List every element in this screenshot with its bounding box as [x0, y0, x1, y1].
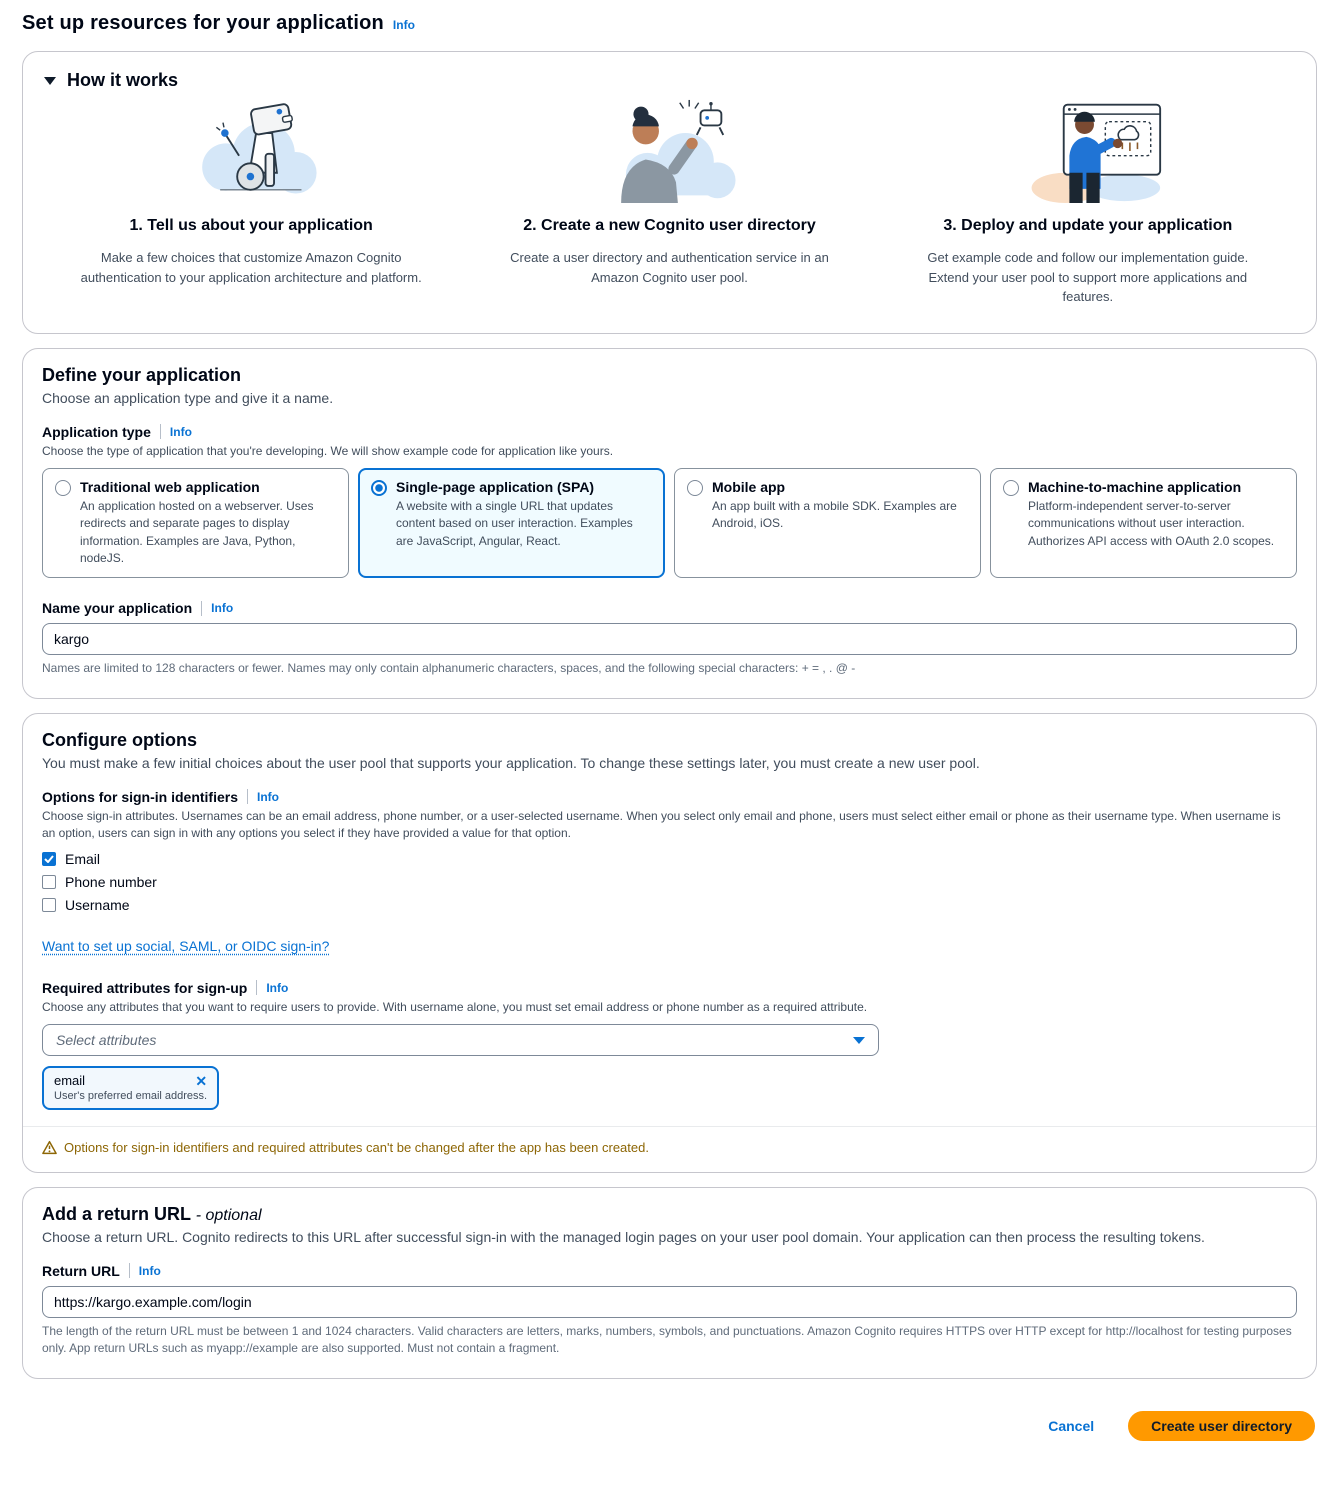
application-name-constraint: Names are limited to 128 characters or fewer. Names may only contain alphanumeric characters, spaces, and the following special characters: + = , . @ -	[42, 661, 856, 676]
token-email	[42, 1066, 219, 1110]
tile-traditional-web-application[interactable]	[42, 468, 349, 579]
warning-text: Options for sign-in identifiers and required attributes can't be changed after the app has been created.	[64, 1140, 649, 1156]
define-application-card	[22, 348, 1317, 699]
checkbox-label: Username	[65, 896, 130, 913]
checkbox-checked-icon[interactable]	[42, 852, 56, 866]
how-it-works-toggle[interactable]	[42, 68, 1297, 93]
radio-unchecked-icon[interactable]	[1003, 480, 1019, 496]
federated-sign-in-link[interactable]: Want to set up social, SAML, or OIDC sign-in?	[42, 937, 330, 954]
robot-dog-illustration	[171, 99, 332, 203]
step-3-description: Get example code and follow our implementation guide. Extend your user pool to support more applications and features.	[927, 250, 1249, 304]
radio-checked-icon[interactable]	[371, 480, 387, 496]
name-application-info-link[interactable]: Info	[211, 601, 234, 616]
radio-unchecked-icon[interactable]	[55, 480, 71, 496]
token-dismiss-icon[interactable]: ✕	[195, 1072, 208, 1089]
checkbox-label: Phone number	[65, 873, 157, 890]
footer-actions	[22, 1393, 1317, 1467]
step-1-description: Make a few choices that customize Amazon Cognito authentication to your application architecture and platform.	[80, 250, 422, 285]
select-placeholder: Select attributes	[56, 1032, 157, 1049]
step-1	[42, 99, 460, 307]
warning-message	[42, 1140, 1297, 1157]
application-type-info-link[interactable]: Info	[169, 424, 192, 439]
step-2-title: 2. Create a new Cognito user directory	[523, 217, 816, 234]
tile-mobile-app[interactable]	[674, 468, 981, 579]
label-divider	[201, 601, 202, 616]
return-url-title: Add a return URL - optional	[42, 1203, 262, 1224]
step-3-title: 3. Deploy and update your application	[943, 217, 1233, 234]
tile-title: Mobile app	[712, 478, 786, 495]
configure-options-card	[22, 713, 1317, 1173]
tile-description: An app built with a mobile SDK. Examples are Android, iOS.	[712, 498, 957, 531]
application-type-label: Application type	[42, 423, 151, 440]
sign-in-identifiers-description: Choose sign-in attributes. Usernames can be an email address, phone number, or a user-selected username. When you select only email and phone, users must select either email or phone as their username type. When username is an option, users can sign in with any options you select if they have provided a value for that option.	[42, 808, 1281, 841]
attributes-select[interactable]	[42, 1024, 879, 1056]
return-url-card	[22, 1187, 1317, 1379]
how-it-works-card	[22, 51, 1317, 334]
warning-icon	[42, 1140, 57, 1155]
how-it-works-steps	[42, 99, 1297, 307]
tile-description: An application hosted on a webserver. Uses redirects and separate pages to display information. Examples are Java, Python, nodeJS.	[80, 498, 314, 566]
page-header	[22, 12, 1317, 35]
tile-title: Machine-to-machine application	[1028, 478, 1242, 495]
required-attributes-label: Required attributes for sign-up	[42, 979, 248, 996]
label-divider	[256, 980, 257, 995]
application-name-input[interactable]	[42, 623, 1297, 655]
step-1-title: 1. Tell us about your application	[129, 217, 373, 234]
create-user-directory-button[interactable]: Create user directory	[1128, 1411, 1315, 1441]
name-application-label: Name your application	[42, 600, 193, 617]
caret-down-icon	[44, 77, 56, 85]
application-type-options	[42, 468, 1297, 579]
step-3	[879, 99, 1297, 307]
person-waving-illustration	[589, 99, 750, 203]
define-application-description: Choose an application type and give it a name.	[42, 389, 334, 406]
return-url-input[interactable]	[42, 1286, 1297, 1318]
required-attributes-info-link[interactable]: Info	[266, 980, 289, 995]
application-type-description: Choose the type of application that you're developing. We will show example code for application like yours.	[42, 443, 614, 458]
return-url-label: Return URL	[42, 1262, 120, 1279]
sign-in-identifiers-info-link[interactable]: Info	[257, 789, 279, 804]
cancel-button[interactable]: Cancel	[1048, 1417, 1095, 1434]
return-url-info-link[interactable]: Info	[138, 1263, 161, 1278]
tile-single-page-application[interactable]	[358, 468, 665, 579]
tile-description: A website with a single URL that updates content based on user interaction. Examples are JavaScript, Angular, React.	[396, 498, 633, 548]
required-attributes-description: Choose any attributes that you want to require users to provide. With username alone, you must set email address or phone number as a required attribute.	[42, 999, 868, 1014]
how-it-works-title: How it works	[67, 70, 179, 90]
tile-machine-to-machine[interactable]	[990, 468, 1297, 579]
label-divider	[160, 424, 161, 439]
presenter-illustration	[1007, 99, 1168, 203]
tile-title: Traditional web application	[80, 478, 260, 495]
configure-options-footer	[23, 1126, 1316, 1172]
sign-in-identifier-checkboxes	[42, 851, 1297, 913]
radio-unchecked-icon[interactable]	[687, 480, 703, 496]
page-title: Set up resources for your application	[22, 12, 384, 34]
page-info-link[interactable]: Info	[392, 18, 415, 32]
checkbox-row-username[interactable]	[42, 897, 1297, 913]
checkbox-label: Email	[65, 850, 101, 867]
label-divider	[247, 789, 248, 804]
checkbox-unchecked-icon[interactable]	[42, 898, 56, 912]
tile-description: Platform-independent server-to-server communications without user interaction. Authorizes API access with OAuth 2.0 scopes.	[1028, 498, 1275, 548]
configure-options-title: Configure options	[42, 729, 197, 750]
configure-options-description: You must make a few initial choices about the user pool that supports your application. To change these settings later, you must create a new user pool.	[42, 754, 980, 771]
step-2-description: Create a user directory and authentication service in an Amazon Cognito user pool.	[510, 250, 829, 285]
tile-title: Single-page application (SPA)	[396, 478, 595, 495]
label-divider	[129, 1263, 130, 1278]
token-label: email	[54, 1073, 86, 1089]
sign-in-identifiers-label: Options for sign-in identifiers	[42, 788, 238, 805]
chevron-down-icon	[853, 1037, 865, 1044]
token-description: User's preferred email address.	[54, 1090, 208, 1103]
return-url-constraint: The length of the return URL must be between 1 and 1024 characters. Valid characters are letters, marks, numbers, symbols, and punctuations. Amazon Cognito requires HTTPS over HTTP except for http://localhost for testing purposes only. App return URLs such as myapp://example are also supported. Must not contain a fragment.	[42, 1323, 1292, 1356]
step-2	[460, 99, 878, 307]
optional-suffix: - optional	[195, 1206, 262, 1224]
return-url-description: Choose a return URL. Cognito redirects to this URL after successful sign-in with the managed login pages on your user pool domain. Your application can then process the resulting tokens.	[42, 1228, 1205, 1245]
checkbox-unchecked-icon[interactable]	[42, 875, 56, 889]
define-application-title: Define your application	[42, 364, 242, 385]
checkbox-row-email[interactable]	[42, 851, 1297, 867]
checkbox-row-phone-number[interactable]	[42, 874, 1297, 890]
